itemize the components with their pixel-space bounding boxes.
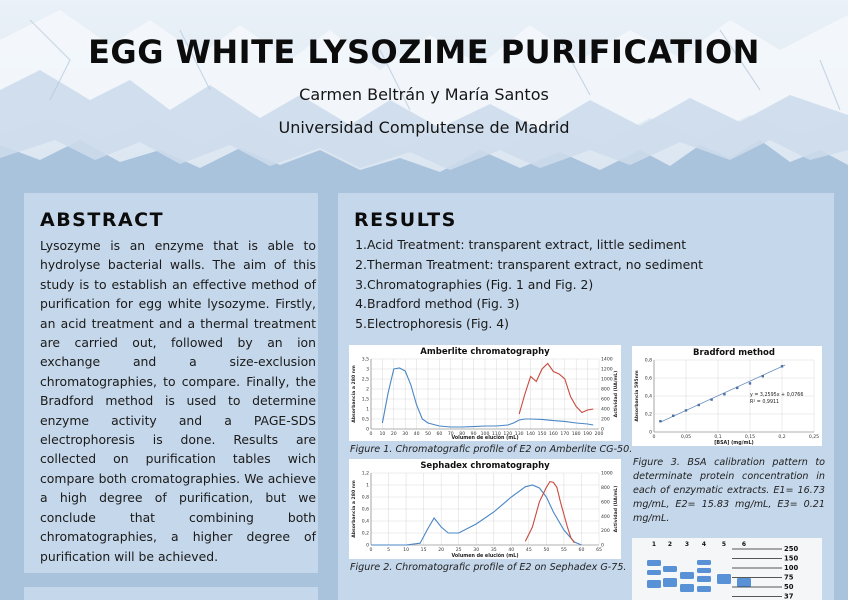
marker-label: 100 <box>784 564 799 572</box>
x-tick-label: 30 <box>402 432 409 437</box>
poster-title: EGG WHITE LYSOZIME PURIFICATION <box>88 33 760 71</box>
x-tick-label: 70 <box>447 432 454 437</box>
gel-band <box>697 568 711 573</box>
y2-tick-label: 1400 <box>601 357 613 363</box>
gel-band <box>663 566 677 572</box>
electrophoresis-gel <box>632 538 822 600</box>
y-tick-label: 1,2 <box>361 471 369 477</box>
chart-annotation: R² = 0,9911 <box>750 400 780 405</box>
data-point <box>781 365 783 367</box>
lane-label: 2 <box>667 541 673 548</box>
data-point <box>659 420 661 422</box>
poster-header <box>0 0 848 190</box>
x-tick-label: 0,05 <box>680 435 692 440</box>
gel-band <box>663 578 677 587</box>
y-tick-label: 0,8 <box>644 358 652 364</box>
marker-label: 37 <box>784 592 794 600</box>
x-tick-label: 200 <box>594 432 604 437</box>
lane-label: 3 <box>684 541 690 548</box>
y-tick-label: 0,5 <box>361 417 369 423</box>
results-panel <box>338 193 834 600</box>
y2-tick-label: 1000 <box>601 377 613 383</box>
gel-band <box>647 560 661 566</box>
y-tick-label: 3,5 <box>361 357 369 363</box>
x-tick-label: 0 <box>369 432 373 437</box>
marker-label: 50 <box>784 583 794 591</box>
y-tick-label: 0,2 <box>361 531 369 537</box>
y-tick-label: 3 <box>366 367 369 373</box>
data-point <box>698 404 700 406</box>
y-tick-label: 1 <box>366 407 369 413</box>
data-point <box>710 398 712 400</box>
x-tick-label: 180 <box>571 432 581 437</box>
data-point <box>749 382 751 384</box>
y2-axis-label: Actividad (UA/mL) <box>614 485 619 533</box>
y-tick-label: 0 <box>649 430 652 436</box>
data-point <box>685 409 687 411</box>
x-tick-label: 5 <box>387 548 391 553</box>
marker-label: 75 <box>784 573 794 582</box>
y-tick-label: 1 <box>366 483 369 489</box>
list-item: 1.Acid Treatment: transparent extract, little sediment <box>355 237 687 252</box>
y2-tick-label: 0 <box>601 543 604 549</box>
list-item: 2.Therman Treatment: transparent extract, no sediment <box>355 256 703 272</box>
y-tick-label: 0,6 <box>361 507 369 513</box>
gel-band <box>717 574 731 584</box>
gel-band <box>647 570 661 575</box>
x-tick-label: 0,25 <box>808 435 820 440</box>
abstract-heading: ABSTRACT <box>40 209 165 231</box>
y2-tick-label: 600 <box>601 397 610 403</box>
y2-tick-label: 200 <box>601 529 610 535</box>
y-tick-label: 2,5 <box>361 377 369 383</box>
chart-title: Bradford method <box>693 348 775 358</box>
list-item: 3.Chromatographies (Fig. 1 and Fig. 2) <box>355 276 594 292</box>
amberlite-chart <box>349 345 621 441</box>
x-tick-label: 0,2 <box>778 435 786 440</box>
abstract-text: Lysozyme is an enzyme that is able to hydrolyse bacterial walls. The aim of this study is to establish an effective method of purification for egg white lysozyme. Firstly, an acid treatment and a thermal treatment are carried out, followed by an ion exchange and a size-exclusion chromatographies, to compare. Finally, the Bradford method is used to determine enzyme activity and a PAGE-SDS electrophoresis is done. Results are collected on purification tables wich compare both cromatographies. We achieve a high degree of purification, but we conclude that combining both chromatographies, a higher degree of purification will be achieved. <box>40 238 316 564</box>
figure-2-caption: Figure 2. Chromatografic profile of E2 on Sephadex G-75. <box>350 562 627 573</box>
x-tick-label: 150 <box>537 432 547 437</box>
y2-tick-label: 400 <box>601 514 610 520</box>
gel-band <box>680 572 694 579</box>
x-tick-label: 110 <box>492 432 501 437</box>
x-tick-label: 190 <box>583 432 592 437</box>
y2-tick-label: 1000 <box>601 471 613 477</box>
y-tick-label: 0,6 <box>644 376 652 382</box>
y-tick-label: 0,2 <box>644 412 652 418</box>
x-tick-label: 100 <box>480 432 490 437</box>
x-tick-label: 50 <box>425 432 431 437</box>
data-point <box>762 375 764 377</box>
sephadex-chart <box>349 459 621 559</box>
y-tick-label: 0 <box>366 543 369 549</box>
x-tick-label: 50 <box>543 548 550 553</box>
next-section-panel <box>24 587 318 600</box>
gel-band <box>737 578 751 587</box>
data-point <box>723 393 725 395</box>
chart-title: Sephadex chromatography <box>420 461 550 471</box>
x-tick-label: 0 <box>652 435 656 440</box>
y2-tick-label: 0 <box>601 427 604 433</box>
x-axis-label: [BSA] (mg/mL) <box>714 441 754 446</box>
authors: Carmen Beltrán y María Santos <box>299 85 549 104</box>
y2-tick-label: 800 <box>601 486 610 491</box>
marker-label: 150 <box>784 554 799 563</box>
y-tick-label: 0,8 <box>361 495 369 501</box>
x-tick-label: 25 <box>455 548 462 553</box>
x-tick-label: 45 <box>525 548 532 553</box>
chart-annotation: y = 3,2595x + 0,0766 <box>750 393 804 398</box>
x-tick-label: 65 <box>596 548 602 553</box>
list-item: 4.Bradford method (Fig. 3) <box>355 296 520 312</box>
affiliation: Universidad Complutense de Madrid <box>278 118 570 137</box>
x-tick-label: 90 <box>470 432 477 437</box>
lane-label: 5 <box>721 541 727 548</box>
x-tick-label: 10 <box>379 432 386 437</box>
y2-tick-label: 800 <box>601 387 610 393</box>
y-tick-label: 2 <box>366 387 369 393</box>
bradford-chart <box>632 346 822 446</box>
data-point <box>736 387 738 389</box>
gel-image <box>632 538 822 600</box>
x-tick-label: 20 <box>390 432 397 437</box>
gel-band <box>647 580 661 588</box>
x-tick-label: 140 <box>526 432 535 437</box>
marker-label: 250 <box>784 545 799 553</box>
lane-label: 4 <box>701 541 707 548</box>
x-tick-label: 60 <box>578 548 585 553</box>
figure-3-caption: Figure 3. BSA calibration pattern to determinate protein concentration in each of enzymatic extracts. E1= 16.73 mg/mL, E2= 15.83 mg/mL, E3= 0.21 mg/mL. <box>633 457 825 524</box>
lane-label: 6 <box>741 541 747 548</box>
results-list <box>354 235 703 334</box>
y-tick-label: 0 <box>366 427 369 433</box>
x-tick-label: 60 <box>436 432 443 437</box>
y2-tick-label: 400 <box>601 407 610 413</box>
results-heading: RESULTS <box>354 209 457 231</box>
x-tick-label: 120 <box>503 432 513 437</box>
y-axis-label: Absorbancia 595nm <box>635 370 640 422</box>
y2-tick-label: 600 <box>601 500 610 506</box>
x-tick-label: 40 <box>508 548 515 553</box>
figure-1-caption: Figure 1. Chromatografic profile of E2 on Amberlite CG-50. <box>350 444 633 455</box>
chart-title: Amberlite chromatography <box>420 347 550 357</box>
x-tick-label: 130 <box>514 432 524 437</box>
gel-band <box>697 576 711 582</box>
x-tick-label: 35 <box>490 548 497 553</box>
x-tick-label: 80 <box>459 432 466 437</box>
x-tick-label: 10 <box>403 548 410 553</box>
x-tick-label: 30 <box>473 548 480 553</box>
y-tick-label: 0,4 <box>644 394 652 400</box>
x-axis-label: Volumen de elución (mL) <box>451 436 519 441</box>
abstract-panel <box>24 193 318 573</box>
x-axis-label: Volumen de elución (mL) <box>451 554 519 559</box>
x-tick-label: 55 <box>560 548 567 553</box>
x-tick-label: 170 <box>560 432 570 437</box>
gel-band <box>697 586 711 592</box>
gel-band <box>680 584 694 592</box>
x-tick-label: 0,1 <box>714 435 722 440</box>
x-tick-label: 40 <box>413 432 420 437</box>
list-item: 5.Electrophoresis (Fig. 4) <box>355 316 509 332</box>
y2-tick-label: 200 <box>601 417 610 423</box>
x-tick-label: 20 <box>438 548 445 553</box>
y2-tick-label: 1200 <box>601 367 613 373</box>
lane-label: 1 <box>651 541 657 548</box>
y-axis-label: Absorbancia a 280 nm <box>352 365 357 423</box>
y-axis-label: Absorbancia a 280 nm <box>352 480 357 538</box>
y-tick-label: 0,4 <box>361 519 369 525</box>
data-point <box>672 415 674 417</box>
y2-axis-label: Actividad (UA/mL) <box>614 370 619 418</box>
gel-band <box>697 560 711 565</box>
x-tick-label: 160 <box>549 432 558 437</box>
x-tick-label: 15 <box>420 548 427 553</box>
x-tick-label: 0 <box>369 548 373 553</box>
x-tick-label: 0,15 <box>744 435 756 440</box>
y-tick-label: 1,5 <box>361 397 369 403</box>
